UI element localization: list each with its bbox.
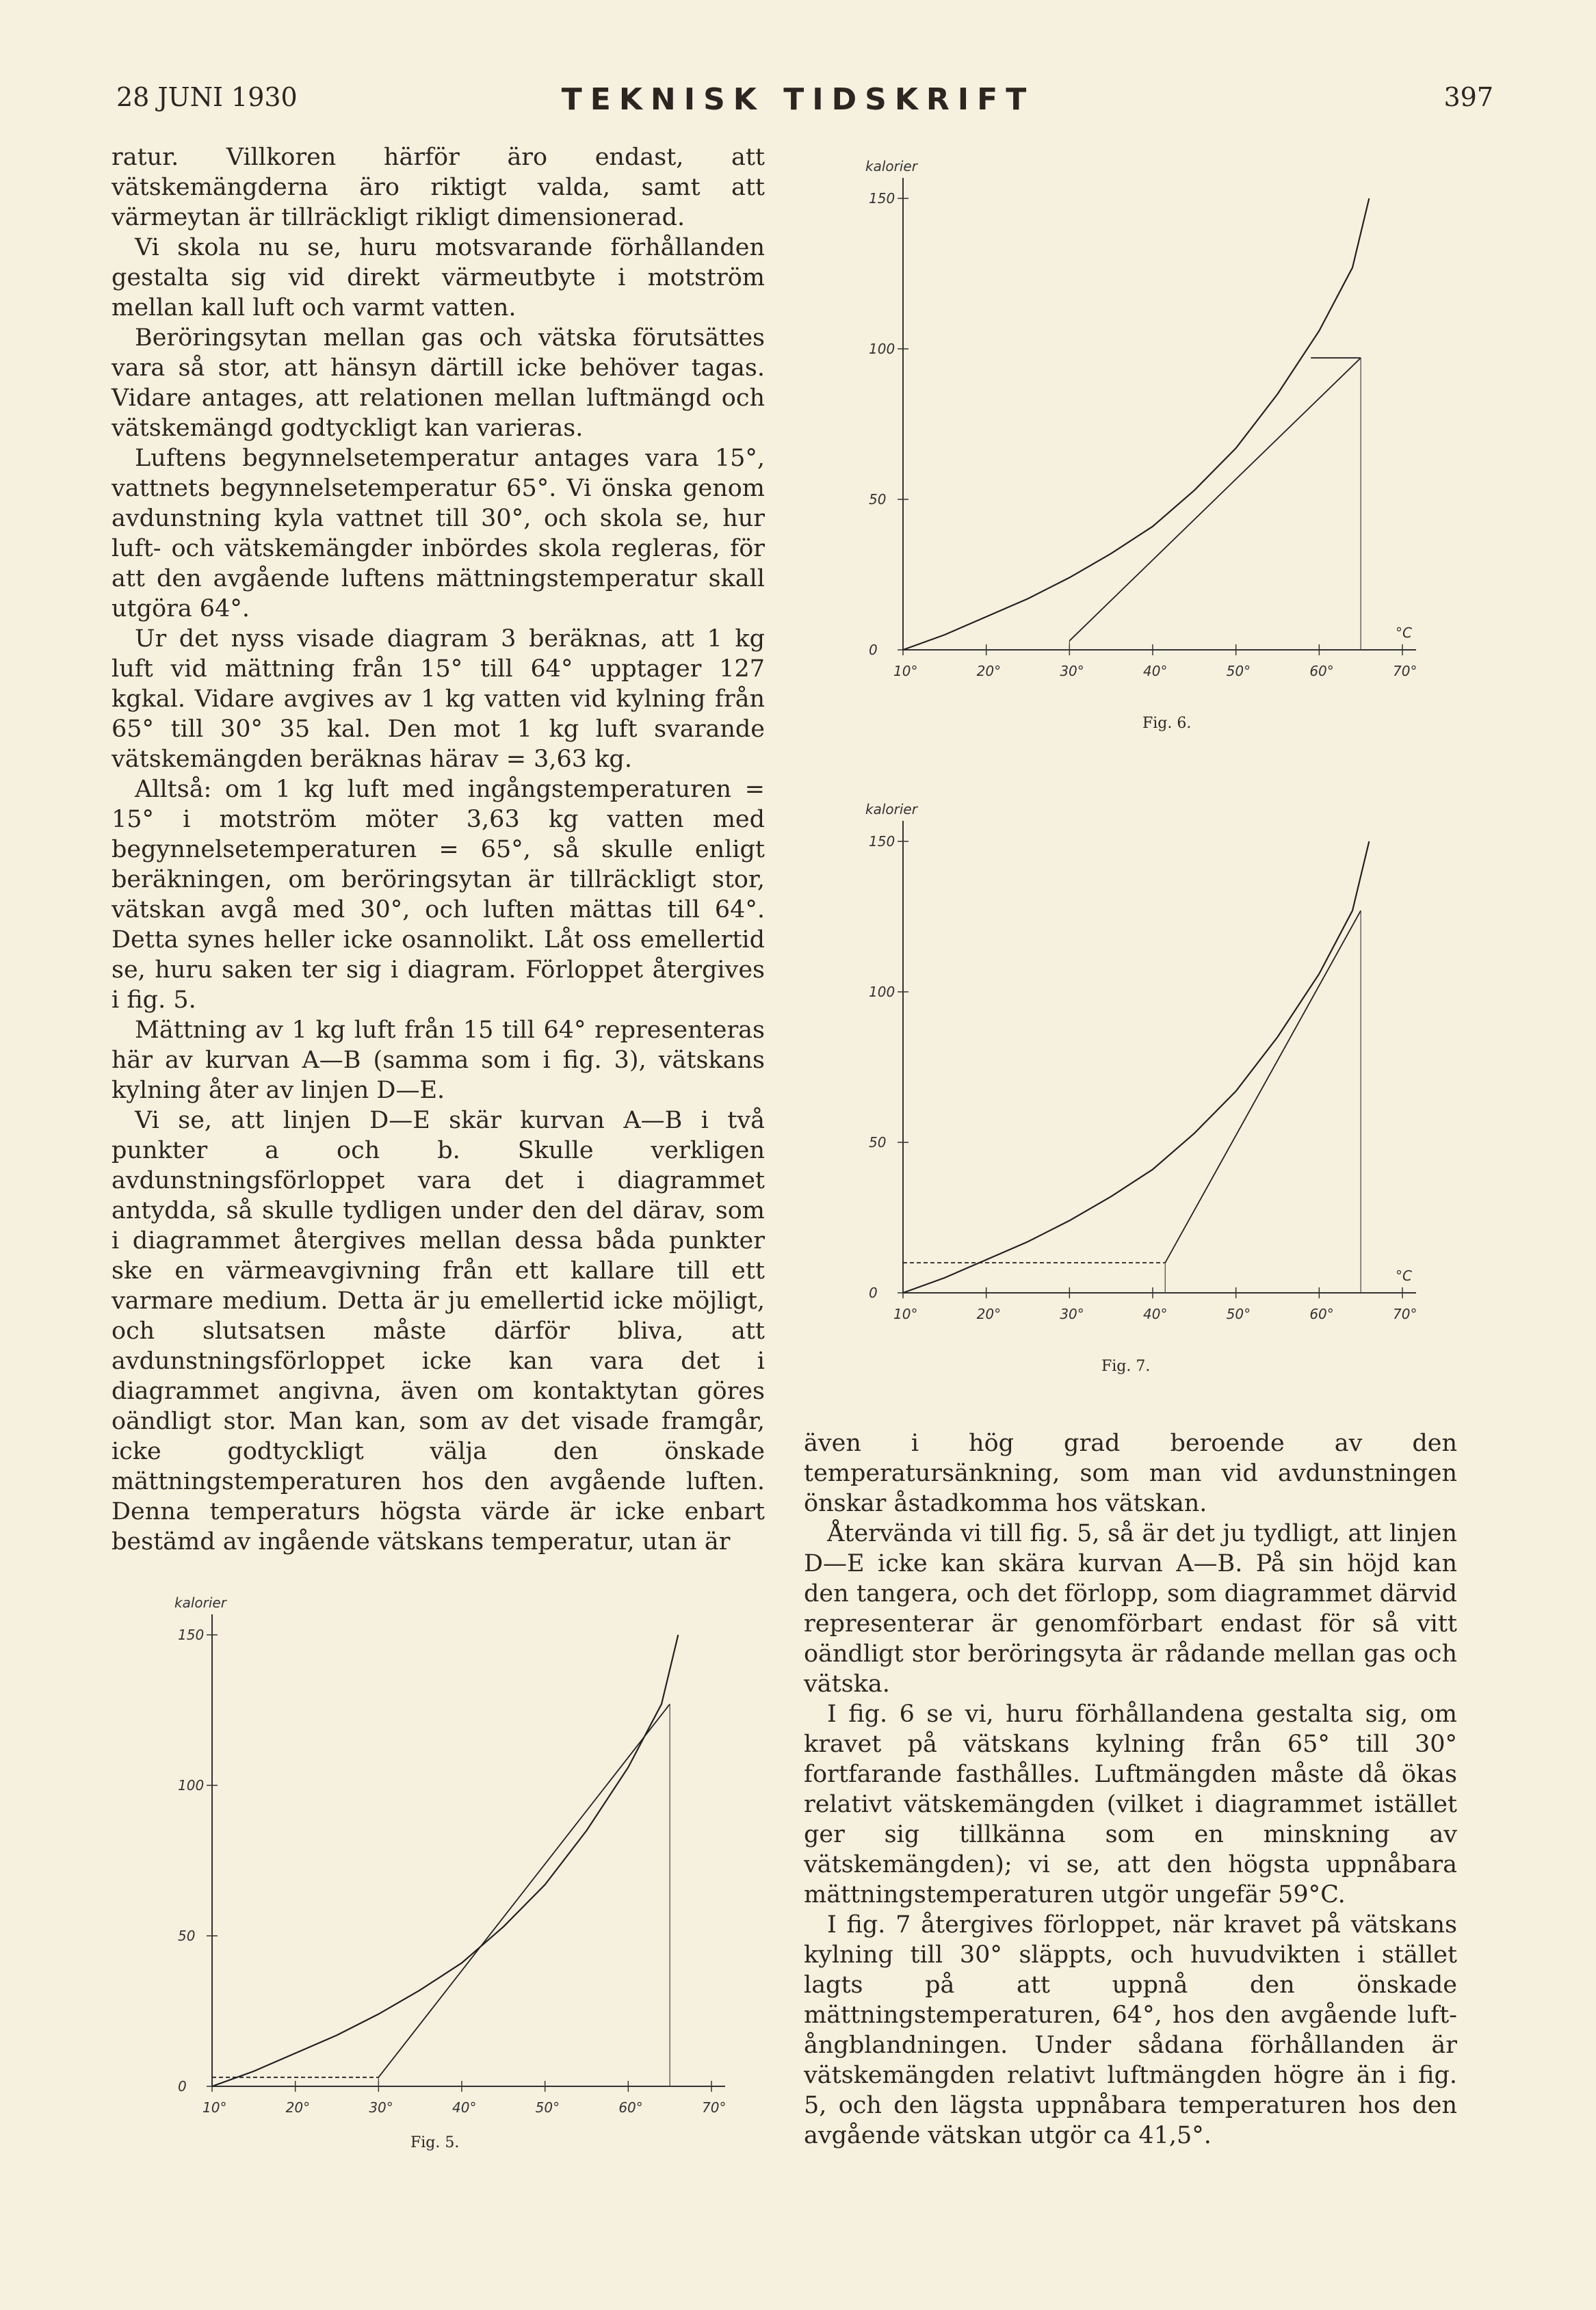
x-tick-label: 20°	[285, 2099, 311, 2116]
figure-6	[848, 150, 1450, 714]
y-tick-label: 100	[869, 341, 895, 357]
figure-7	[848, 793, 1450, 1357]
x-tick-label: 40°	[452, 2099, 477, 2116]
figure-6-plot	[848, 150, 1450, 711]
header-date: 28 JUNI 1930	[116, 82, 298, 112]
x-axis-unit: °C	[1396, 1268, 1412, 1284]
y-tick-label: 0	[178, 2078, 187, 2095]
x-tick-label: 20°	[976, 1306, 1002, 1322]
y-tick-label: 150	[178, 1627, 205, 1643]
paragraph: Återvända vi till fig. 5, så är det ju tydligt, att linjen D—E icke kan skära kurvan A—B. På sin höjd kan den tangera, och det förlopp, som diagrammet därvid representerar är genomförbart endast för så vitt oändligt stor beröringsyta är rådande mellan gas och vätska.	[804, 1520, 1457, 1698]
y-tick-label: 50	[869, 1134, 887, 1151]
paragraph: Beröringsytan mellan gas och vätska förutsättes vara så stor, att hänsyn därtill icke behöver tagas. Vidare antages, att relationen mellan luftmängd och vätskemängd godtyckligt kan varieras.	[112, 324, 765, 442]
paragraph: Luftens begynnelsetemperatur antages vara 15°, vattnets begynnelsetemperatur 65°. Vi önska genom avdunstning kyla vattnet till 30°, och skola se, hur luft- och vätskemängder inbördes skola regleras, för att den avgående luftens mättningstemperatur skall utgöra 64°.	[112, 445, 765, 622]
cooling-line-D-E	[378, 1704, 670, 2077]
x-tick-label: 30°	[369, 2099, 393, 2116]
x-tick-label: 60°	[1309, 1306, 1334, 1322]
right-column	[804, 1428, 1457, 2151]
x-tick-label: 30°	[1060, 663, 1084, 679]
paragraph: Alltså: om 1 kg luft med ingångstemperaturen = 15° i motström möter 3,63 kg vatten med begynnelsetemperaturen = 65°, så skulle enligt beräkningen, om beröringsytan är tillräckligt stor, vätskan avgå med 30°, och luften mättas till 64°. Detta synes heller icke osannolikt. Låt oss emellertid se, huru saken ter sig i diagram. Förloppet återgives i fig. 5.	[112, 776, 765, 1014]
x-tick-label: 30°	[1060, 1306, 1084, 1322]
y-tick-label: 150	[869, 190, 895, 207]
saturation-curve-A-B	[903, 841, 1369, 1293]
x-tick-label: 50°	[1226, 663, 1251, 679]
paragraph: I fig. 6 se vi, huru förhållandena gestalta sig, om kravet på vätskans kylning från 65° till 30° fortfarande fasthålles. Luftmängden måste då ökas relativt vätskemängden (vilket i diagrammet istället ger sig tillkänna som en minskning av vätskemängden); vi se, att den högsta uppnåbara mättningstemperaturen utgör ungefär 59°C.	[804, 1701, 1457, 1908]
paragraph: Ur det nyss visade diagram 3 beräknas, att 1 kg luft vid mättning från 15° till 64° upptager 127 kgkal. Vidare avgives av 1 kg vatten vid kylning från 65° till 30° 35 kal. Den mot 1 kg luft svarande vätskemängden beräknas härav = 3,63 kg.	[112, 625, 765, 773]
paragraph: Vi skola nu se, huru motsvarande förhållanden gestalta sig vid direkt värmeutbyte i motström mellan kall luft och varmt vatten.	[112, 234, 765, 321]
x-tick-label: 70°	[702, 2099, 727, 2116]
cooling-line-D-E	[1069, 358, 1361, 641]
y-tick-label: 100	[178, 1777, 205, 1794]
y-tick-label: 50	[869, 491, 887, 508]
x-tick-label: 10°	[202, 2099, 227, 2116]
figure-7-caption: Fig. 7.	[1101, 1358, 1151, 1375]
left-column	[112, 142, 765, 1557]
x-tick-label: 40°	[1143, 663, 1168, 679]
y-tick-label: 50	[178, 1928, 196, 1944]
x-tick-label: 50°	[535, 2099, 560, 2116]
x-tick-label: 60°	[618, 2099, 643, 2116]
x-tick-label: 50°	[1226, 1306, 1251, 1322]
paragraph: även i hög grad beroende av den temperatursänkning, som man vid avdunstningen önskar åstadkomma hos vätskan.	[804, 1430, 1457, 1517]
journal-title: TEKNISK TIDSKRIFT	[561, 82, 1035, 117]
y-axis-label: kalorier	[174, 1594, 226, 1611]
saturation-curve-A-B	[903, 198, 1369, 650]
figure-7-plot	[848, 793, 1450, 1354]
figure-5	[157, 1587, 759, 2151]
paragraph: Mättning av 1 kg luft från 15 till 64° representeras här av kurvan A—B (samma som i fig. 3), vätskans kylning åter av linjen D—E.	[112, 1016, 765, 1104]
x-tick-label: 10°	[893, 1306, 918, 1322]
saturation-curve-A-B	[212, 1635, 678, 2086]
paragraph: Vi se, att linjen D—E skär kurvan A—B i två punkter a och b. Skulle verkligen avdunstningsförloppet vara det i diagrammet antydda, så skulle tydligen under den del därav, som i diagrammet återgives mellan dessa båda punkter ske en värmeavgivning från ett kallare till ett varmare medium. Detta är ju emellertid icke möjligt, och slutsatsen måste därför bliva, att avdunstningsförloppet icke kan vara det i diagrammet angivna, även om kontaktytan göres oändligt stor. Man kan, som av det visade framgår, icke godtyckligt välja den önskade mättningstemperaturen hos den avgående luften. Denna temperaturs högsta värde är icke enbart bestämd av ingående vätskans temperatur, utan är	[112, 1107, 765, 1556]
x-tick-label: 70°	[1393, 663, 1417, 679]
x-tick-label: 20°	[976, 663, 1002, 679]
figure-5-caption: Fig. 5.	[410, 2134, 460, 2151]
x-tick-label: 40°	[1143, 1306, 1168, 1322]
paragraph: I fig. 7 återgives förloppet, när kravet på vätskans kylning till 30° släppts, och huvudvikten i stället lagts på att uppnå den önskade mättningstemperaturen, 64°, hos den avgående luft-ångblandningen. Under sådana förhållanden är vätskemängden relativt luftmängden högre än i fig. 5, och den lägsta uppnåbara temperaturen hos den avgående vätskan utgör ca 41,5°.	[804, 1911, 1457, 2149]
y-tick-label: 150	[869, 833, 895, 850]
page-number: 397	[1443, 82, 1493, 112]
y-tick-label: 0	[869, 642, 878, 658]
y-tick-label: 100	[869, 984, 895, 1000]
figure-5-plot	[157, 1587, 759, 2148]
y-axis-label: kalorier	[865, 158, 917, 174]
cooling-line-D-E	[1165, 910, 1361, 1263]
figure-6-caption: Fig. 6.	[1142, 715, 1192, 732]
y-axis-label: kalorier	[865, 801, 917, 817]
y-tick-label: 0	[869, 1285, 878, 1301]
x-tick-label: 10°	[893, 663, 918, 679]
x-tick-label: 60°	[1309, 663, 1334, 679]
x-tick-label: 70°	[1393, 1306, 1417, 1322]
x-axis-unit: °C	[1396, 625, 1412, 641]
paragraph: ratur. Villkoren härför äro endast, att vätskemängderna äro riktigt valda, samt att värmeytan är tillräckligt rikligt dimensionerad.	[112, 144, 765, 231]
